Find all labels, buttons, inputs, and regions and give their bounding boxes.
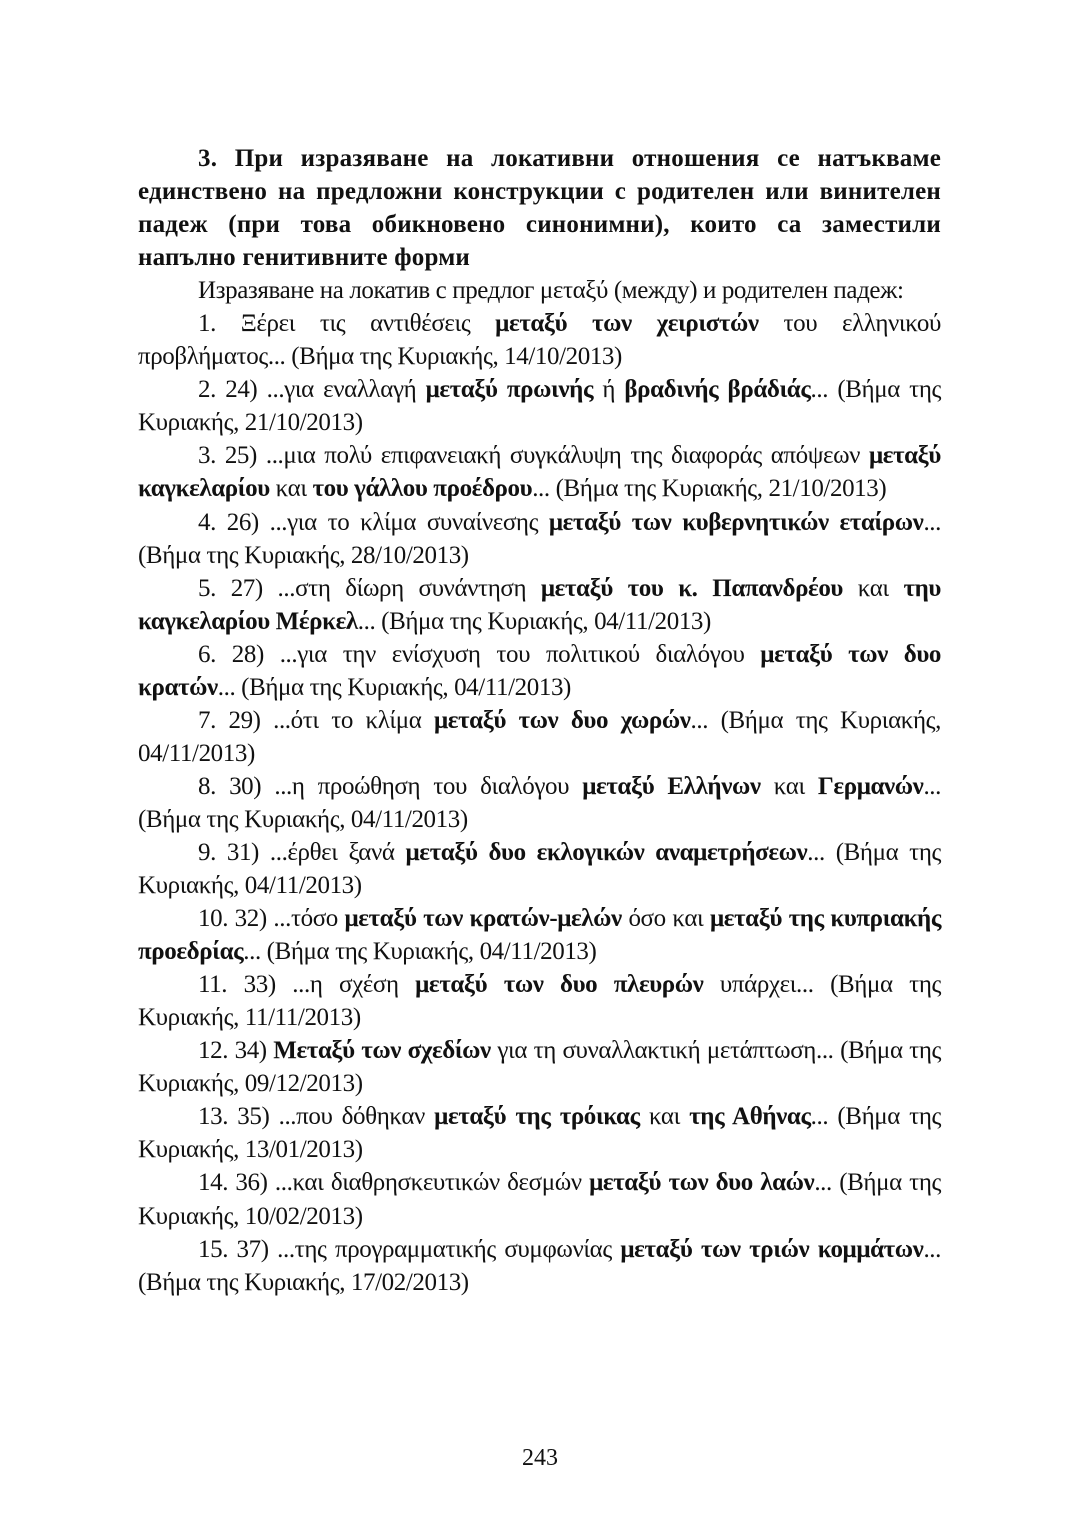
text-segment: 11. 33) ...η σχέση: [198, 971, 416, 999]
page-number: 243: [522, 1445, 558, 1471]
text-segment: ... (Βήμα της Κυριακής, 04/11/2013): [138, 772, 941, 833]
emphasized-phrase: Μεταξύ των σχεδίων: [273, 1037, 491, 1065]
example-item: [138, 506, 941, 572]
emphasized-phrase: μεταξύ των δυο πλευρών: [415, 971, 704, 999]
example-item: [138, 1034, 941, 1100]
text-segment: ... (Βήμα της Κυριακής, 10/02/2013): [138, 1169, 941, 1230]
text-segment: όσο και: [621, 905, 710, 933]
text-segment: 12. 34): [198, 1037, 274, 1065]
emphasized-phrase: μεταξύ πρωινής: [425, 376, 594, 404]
intro-paragraph: Изразяване на локатив с предлог μεταξύ (между) и родителен падеж:: [198, 277, 904, 305]
text-segment: για τη συναλλακτική μετάπτωση... (Βήμα της Κυριακής, 09/12/2013): [138, 1037, 942, 1098]
text-segment: ... (Βήμα της Κυριακής, 04/11/2013): [138, 838, 941, 900]
text-segment: 7. 29) ...ότι το κλίμα: [198, 706, 434, 734]
example-item: [138, 373, 941, 439]
text-segment: ... (Βήμα της Κυριακής, 04/11/2013): [243, 938, 597, 966]
text-segment: ... (Βήμα της Κυριακής, 04/11/2013): [138, 706, 941, 767]
emphasized-phrase: μεταξύ των κρατών-μελών: [344, 905, 622, 933]
text-segment: 15. 37) ...της προγραμματικής συμφωνίας: [198, 1235, 621, 1263]
emphasized-phrase: του γάλλου προέδρου: [312, 475, 533, 503]
text-segment: 8. 30) ...η προώθηση του διαλόγου: [198, 772, 583, 800]
text-segment: 4. 26) ...για το κλίμα συναίνεσης: [198, 508, 549, 536]
example-item: [138, 307, 941, 373]
example-item: [138, 572, 941, 638]
text-segment: και: [639, 1103, 690, 1131]
emphasized-phrase: μεταξύ των δυο λαών: [589, 1169, 815, 1197]
emphasized-phrase: μεταξύ του κ. Παπανδρέου: [540, 574, 844, 602]
text-segment: ... (Βήμα της Κυριακής, 04/11/2013): [357, 607, 711, 635]
emphasized-phrase: μεταξύ δυο εκλογικών αναμετρήσεων: [405, 838, 808, 866]
example-item: [138, 638, 941, 704]
example-list: [138, 307, 941, 1298]
emphasized-phrase: μεταξύ των τριών κομμάτων: [620, 1235, 924, 1263]
emphasized-phrase: μεταξύ Ελλήνων: [582, 772, 761, 800]
example-item: [138, 1233, 941, 1299]
emphasized-phrase: μεταξύ της τρόικας: [434, 1103, 640, 1131]
text-segment: 1. Ξέρει τις αντιθέσεις: [198, 310, 496, 338]
text-segment: και: [269, 475, 313, 503]
text-segment: ... (Βήμα της Κυριακής, 13/01/2013): [138, 1103, 941, 1164]
text-segment: ... (Βήμα της Κυριακής, 04/11/2013): [217, 673, 571, 701]
text-segment: 9. 31) ...έρθει ξανά: [198, 838, 406, 866]
example-item: [138, 968, 941, 1034]
example-item: [138, 902, 941, 968]
emphasized-phrase: βραδινής βράδιάς: [624, 376, 811, 404]
example-item: [138, 836, 941, 902]
emphasized-phrase: μεταξύ των χειριστών: [495, 310, 759, 338]
emphasized-phrase: μεταξύ των δυο χωρών: [433, 706, 691, 734]
text-segment: 13. 35) ...που δόθηκαν: [198, 1103, 435, 1131]
emphasized-phrase: μεταξύ των κυβερνητικών εταίρων: [548, 508, 924, 536]
example-item: [138, 439, 941, 505]
text-segment: 3. 25) ...μια πολύ επιφανειακή συγκάλυψη της διαφοράς απόψεων: [198, 442, 869, 470]
emphasized-phrase: μεταξύ των δυο κρατών: [138, 640, 941, 701]
emphasized-phrase: τηυ καγκελαρίου Μέρκελ: [138, 574, 941, 635]
text-segment: 2. 24) ...για εναλλαγή: [198, 376, 426, 404]
text-segment: ... (Βήμα της Κυριακής, 17/02/2013): [138, 1235, 941, 1296]
text-segment: 5. 27) ...στη δίωρη συνάντηση: [198, 574, 541, 602]
text-segment: 6. 28) ...για την ενίσχυση του πολιτικού διαλόγου: [198, 640, 761, 668]
text-segment: ... (Βήμα της Κυριακής, 21/10/2013): [138, 376, 941, 437]
section-heading: 3. При изразяване на локативни отношения се натъкваме единствено на предложни конструкции с родителен или винителен падеж (при това обикновено синонимни), които са заместили напълно генитивните форми: [138, 145, 941, 272]
example-item: [138, 1100, 941, 1166]
emphasized-phrase: Γερμανών: [817, 772, 924, 800]
text-segment: ... (Βήμα της Κυριακής, 21/10/2013): [532, 475, 887, 503]
text-segment: ή: [593, 376, 625, 404]
emphasized-phrase: της Αθήνας: [689, 1103, 811, 1131]
example-item: [138, 1166, 941, 1232]
text-segment: και: [843, 574, 904, 602]
text-segment: του ελληνικού προβλήματος... (Βήμα της Κυριακής, 14/10/2013): [138, 310, 941, 371]
emphasized-phrase: μεταξύ καγκελαρίου: [138, 442, 941, 503]
page-body: [138, 142, 941, 1299]
text-segment: υπάρχει... (Βήμα της Κυριακής, 11/11/2013): [138, 971, 941, 1032]
example-item: [138, 704, 941, 770]
text-segment: ... (Βήμα της Κυριακής, 28/10/2013): [138, 508, 941, 569]
emphasized-phrase: μεταξύ της κυπριακής προεδρίας: [138, 905, 941, 966]
example-item: [138, 770, 941, 836]
text-segment: 14. 36) ...και διαθρησκευτικών δεσμών: [198, 1169, 590, 1197]
text-segment: και: [760, 772, 818, 800]
text-segment: 10. 32) ...τόσο: [198, 905, 345, 933]
